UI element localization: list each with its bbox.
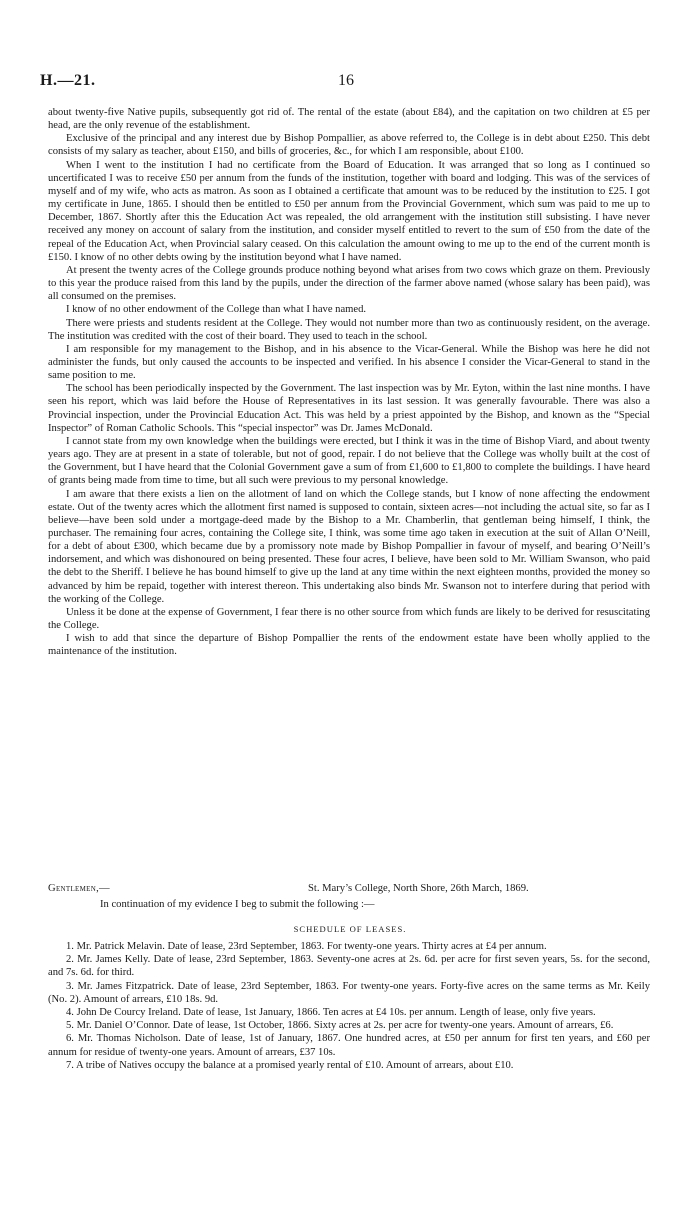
paragraph: At present the twenty acres of the College grounds produce nothing beyond what arises from two cows which graze on them. Previously to this year the produce raised from this land by the pupils, under the direction of the farmer above named (whose salary has been paid), was all consumed on the premises. xyxy=(48,264,650,303)
paragraph: I am responsible for my management to the Bishop, and in his absence to the Vicar-General. While the Bishop was here he did not administer the funds, but only caused the accounts to be inspected and verified. In his absence I consider the Vicar-General to stand in the same position to me. xyxy=(48,343,650,382)
lease-item: 6. Mr. Thomas Nicholson. Date of lease, 1st of January, 1867. One hundred acres, at £50 per annum for first ten years, and £60 per annum for residue of twenty-one years. Amount of arrears, £37 10s. xyxy=(48,1033,650,1058)
salutation: Gentlemen,— xyxy=(48,883,110,894)
paragraph: Unless it be done at the expense of Government, I fear there is no other source from which funds are likely to be derived for resuscitating the College. xyxy=(48,606,650,632)
paragraph: about twenty-five Native pupils, subsequently got rid of. The rental of the estate (about £84), and the capitation on two children at £5 per head, are the only revenue of the establishment. xyxy=(48,107,650,132)
letter-intro: In continuation of my evidence I beg to submit the following :— xyxy=(100,899,375,910)
page-number: 16 xyxy=(338,72,354,89)
letter-place-date: St. Mary’s College, North Shore, 26th March, 1869. xyxy=(308,883,529,894)
letter-heading xyxy=(48,882,650,895)
paragraph: I cannot state from my own knowledge when the buildings were erected, but I think it was in the time of Bishop Viard, and about twenty years ago. They are at present in a state of tolerable, but not of good, repair. I do not believe that the College was wholly built at the cost of the Government, but I have heard that the Colonial Government gave a sum of from £1,600 to £1,800 to complete the buildings. I have heard of grants being made from time to time, but all such were previous to my personal knowledge. xyxy=(48,435,650,487)
paragraph: I know of no other endowment of the College than what I have named. xyxy=(66,304,367,316)
lease-item: 4. John De Courcy Ireland. Date of lease, 1st January, 1866. Ten acres at £4 10s. per annum. Length of lease, only five years. xyxy=(66,1007,596,1019)
paragraph: I wish to add that since the departure of Bishop Pompallier the rents of the endowment estate have been wholly applied to the maintenance of the institution. xyxy=(48,633,650,658)
schedule-title: SCHEDULE OF LEASES. xyxy=(293,924,407,934)
lease-item: 2. Mr. James Kelly. Date of lease, 23rd September, 1863. Seventy-one acres at 2s. 6d. per acre for first seven years, 5s. for the second, and 7s. 6d. for third. xyxy=(48,954,650,979)
paragraph: Exclusive of the principal and any interest due by Bishop Pompallier, as above referred to, the College is in debt about £250. This debt consists of my salary as teacher, about £150, and bills of groceries, &c., for which I am responsible, about £100. xyxy=(48,133,650,158)
lease-item: 7. A tribe of Natives occupy the balance at a promised yearly rental of £10. Amount of arrears, about £10. xyxy=(66,1059,514,1071)
paragraph: There were priests and students resident at the College. They would not number more than two as continuously resident, on the average. The institution was credited with the cost of their board. They used to teach in the school. xyxy=(48,317,650,342)
lease-item: 1. Mr. Patrick Melavin. Date of lease, 23rd September, 1863. For twenty-one years. Thirty acres at £4 per annum. xyxy=(66,941,547,952)
paragraph: When I went to the institution I had no certificate from the Board of Education. It was arranged that so long as I continued so uncertificated I was to receive £50 per annum from the funds of the institution, together with board and lodging. This was of the services of myself and of my wife, who acts as matron. As soon as I obtained a certificate that amount was to be reduced by the institution to £25. I got my certificate in June, 1865. I should then be entitled to £50 per annum from the Provincial Government, which sum was paid to me up to December, 1867. Shortly after this the Education Act was repealed, the old arrangement with the institution still subsisting. I have never received any money on account of salary from the institution, and consider myself entitled to revert to the sum of £50 from the date of the repeal of the Education Act, when Provincial salary ceased. On this calculation the amount owing to me up to the end of the current month is £150. I know of no other debts owing by the institution beyond what I have named. xyxy=(48,159,650,263)
lease-item: 5. Mr. Daniel O’Connor. Date of lease, 1st October, 1866. Sixty acres at 2s. per acre for twenty-one years. Amount of arrears, £6. xyxy=(66,1020,614,1032)
paragraph: The school has been periodically inspected by the Government. The last inspection was by Mr. Eyton, within the last nine months. I have seen his report, which was laid before the House of Representatives in its last session. It was generally favourable. There was also a Provincial inspection, under the Provincial Education Act. This was held by a priest appointed by the Bishop, and known as the “Special Inspector” of Roman Catholic Schools. This “special inspector” was Dr. James McDonald. xyxy=(48,383,650,434)
evidence-body xyxy=(48,106,650,659)
paragraph: I am aware that there exists a lien on the allotment of land on which the College stands, but I know of none affecting the endowment estate. Out of the twenty acres which the allotment first named is supposed to contain, sixteen acres—not including the actual site, so far as I believe—have been sold under a mortgage-deed made by the Bishop to a Mr. Chamberlin, that gentleman being himself, I think, the purchaser. The remaining four acres, containing the College site, I think, was some time ago taken in execution at the suit of Allan O’Neill, for a debt of about £300, which became due by a promissory note made by Bishop Pompallier in favour of myself, and bearing O’Neill’s indorsement, and which was dishonoured on being presented. These four acres, I believe, have been sold to Mr. William Swanson, who paid the debt to the Sheriff. I believe he has bound himself to give up the land at any time within the next eighteen months, provided the money so advanced by him be repaid, together with interest thereon. This undertaking also binds Mr. Swanson not to interfere during that period with the working of the College. xyxy=(48,488,650,605)
lease-item: 3. Mr. James Fitzpatrick. Date of lease, 23rd September, 1863. For twenty-one years. Forty-five acres on the same terms as Mr. Keily (No. 2). Amount of arrears, £10 18s. 9d. xyxy=(48,980,650,1005)
document-reference: H.—21. xyxy=(40,72,96,89)
schedule-of-leases xyxy=(48,940,650,1072)
